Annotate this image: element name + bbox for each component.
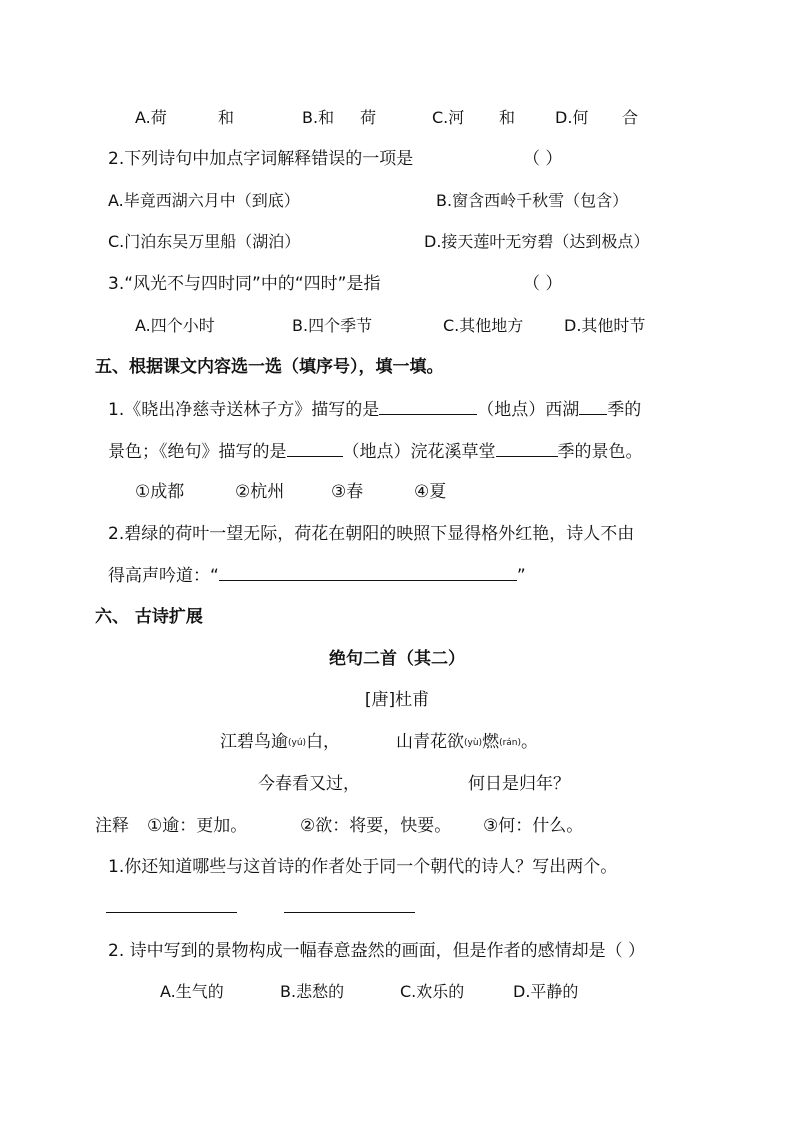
q3-option-b: B.四个季节 [292, 316, 373, 335]
s6-q1-blank-1[interactable] [106, 912, 237, 913]
notes-label: 注释 [95, 816, 129, 836]
q3-answer-paren: （ ） [523, 274, 563, 294]
poem-title: 绝句二首（其二） [329, 649, 465, 669]
note-3: ③何：什么。 [483, 816, 584, 836]
poem-line-2-text-b: 燃 [482, 732, 500, 752]
s5-q2-answer-blank[interactable] [219, 564, 517, 581]
s5-q1-blank-place-1[interactable] [379, 398, 477, 415]
poem-line-2-text-c: 。 [521, 732, 539, 752]
q3-question: 3.“风光不与四时同”中的“四时”是指 [108, 274, 381, 294]
s5-q2-line1: 2.碧绿的荷叶一望无际，荷花在朝阳的映照下显得格外红艳，诗人不由 [108, 524, 635, 544]
s5-q1-line2 [108, 440, 643, 463]
poem-line-1 [220, 731, 340, 754]
q2-question: 2.下列诗句中加点字词解释错误的一项是 [108, 149, 414, 169]
s5-q1-text-2: （地点）西湖 [477, 400, 580, 420]
poem-line-1-pinyin: (yú) [288, 738, 307, 748]
s6-q2-option-a: A.生气的 [160, 982, 224, 1001]
s5-q1-blank-season-2[interactable] [496, 440, 558, 457]
s6-q1-question: 1.你还知道哪些与这首诗的作者处于同一个朝代的诗人？写出两个。 [108, 857, 618, 877]
section-5-heading: 五、根据课文内容选一选（填序号），填一填。 [95, 357, 444, 377]
s5-q1-blank-place-2[interactable] [287, 440, 343, 457]
s6-q2-option-d: D.平静的 [513, 982, 579, 1001]
s5-q1-text-1: 1.《晓出净慈寺送林子方》描写的是 [108, 400, 380, 420]
s5-q2-text-end: ” [516, 566, 526, 586]
poem-line-4: 何日是归年？ [468, 774, 570, 794]
q1-option-a: A.荷 [135, 108, 167, 127]
q1-option-b: B.和 [302, 108, 335, 127]
s6-q2-option-b: B.悲愁的 [280, 982, 345, 1001]
s5-q1-text-3: 季的 [607, 400, 642, 420]
poem-line-2-text-a: 山青花欲 [396, 732, 464, 752]
s5-choice-3: ③春 [331, 482, 364, 502]
s5-q1-text-4: 景色；《绝句》描写的是 [108, 442, 287, 462]
s5-q2-text-start: 得高声吟道：“ [108, 566, 219, 586]
s5-q2-line2 [108, 564, 526, 587]
poem-line-2 [396, 731, 538, 754]
q1-option-d-2: 合 [622, 108, 639, 127]
q2-option-a: A.毕竟西湖六月中（到底） [108, 191, 300, 210]
poem-line-1-text-a: 江碧鸟逾 [220, 732, 288, 752]
q2-option-c: C.门泊东吴万里船（湖泊） [108, 232, 301, 251]
poem-line-3: 今春看又过， [258, 774, 360, 794]
poem-line-2-pinyin-2: (rán) [499, 738, 522, 748]
s6-q1-blank-2[interactable] [284, 912, 415, 913]
poem-line-2-pinyin-1: (yù) [464, 738, 483, 748]
q3-option-c: C.其他地方 [443, 316, 524, 335]
q3-option-a: A.四个小时 [135, 316, 215, 335]
q1-option-b-2: 荷 [360, 108, 377, 127]
s5-q1-text-6: 季的景色。 [557, 442, 643, 462]
note-1: ①逾：更加。 [147, 816, 248, 836]
note-2: ②欲：将要，快要。 [300, 816, 452, 836]
q2-option-b: B.窗含西岭千秋雪（包含） [436, 191, 629, 210]
s5-choice-4: ④夏 [414, 482, 447, 502]
q2-answer-paren: （ ） [523, 149, 563, 169]
s5-choice-1: ①成都 [135, 482, 185, 502]
poem-author: [唐]杜甫 [364, 690, 430, 710]
q1-option-d: D.何 [555, 108, 589, 127]
q1-option-c: C.河 [432, 108, 465, 127]
q1-option-c-2: 和 [499, 108, 516, 127]
section-6-heading: 六、 古诗扩展 [95, 607, 203, 627]
s6-q2-option-c: C.欢乐的 [400, 982, 465, 1001]
s5-q1-line1 [108, 398, 641, 421]
s5-q1-text-5: （地点）浣花溪草堂 [342, 442, 496, 462]
q2-option-d: D.接天莲叶无穷碧（达到极点） [424, 232, 650, 251]
q1-option-a-2: 和 [218, 108, 235, 127]
s5-q1-blank-season-1[interactable] [579, 398, 607, 415]
poem-line-1-text-b: 白， [306, 732, 341, 752]
q3-option-d: D.其他时节 [564, 316, 646, 335]
s6-q2-question: 2. 诗中写到的景物构成一幅春意盎然的画面，但是作者的感情却是（ ） [108, 941, 646, 961]
s5-choice-2: ②杭州 [235, 482, 285, 502]
